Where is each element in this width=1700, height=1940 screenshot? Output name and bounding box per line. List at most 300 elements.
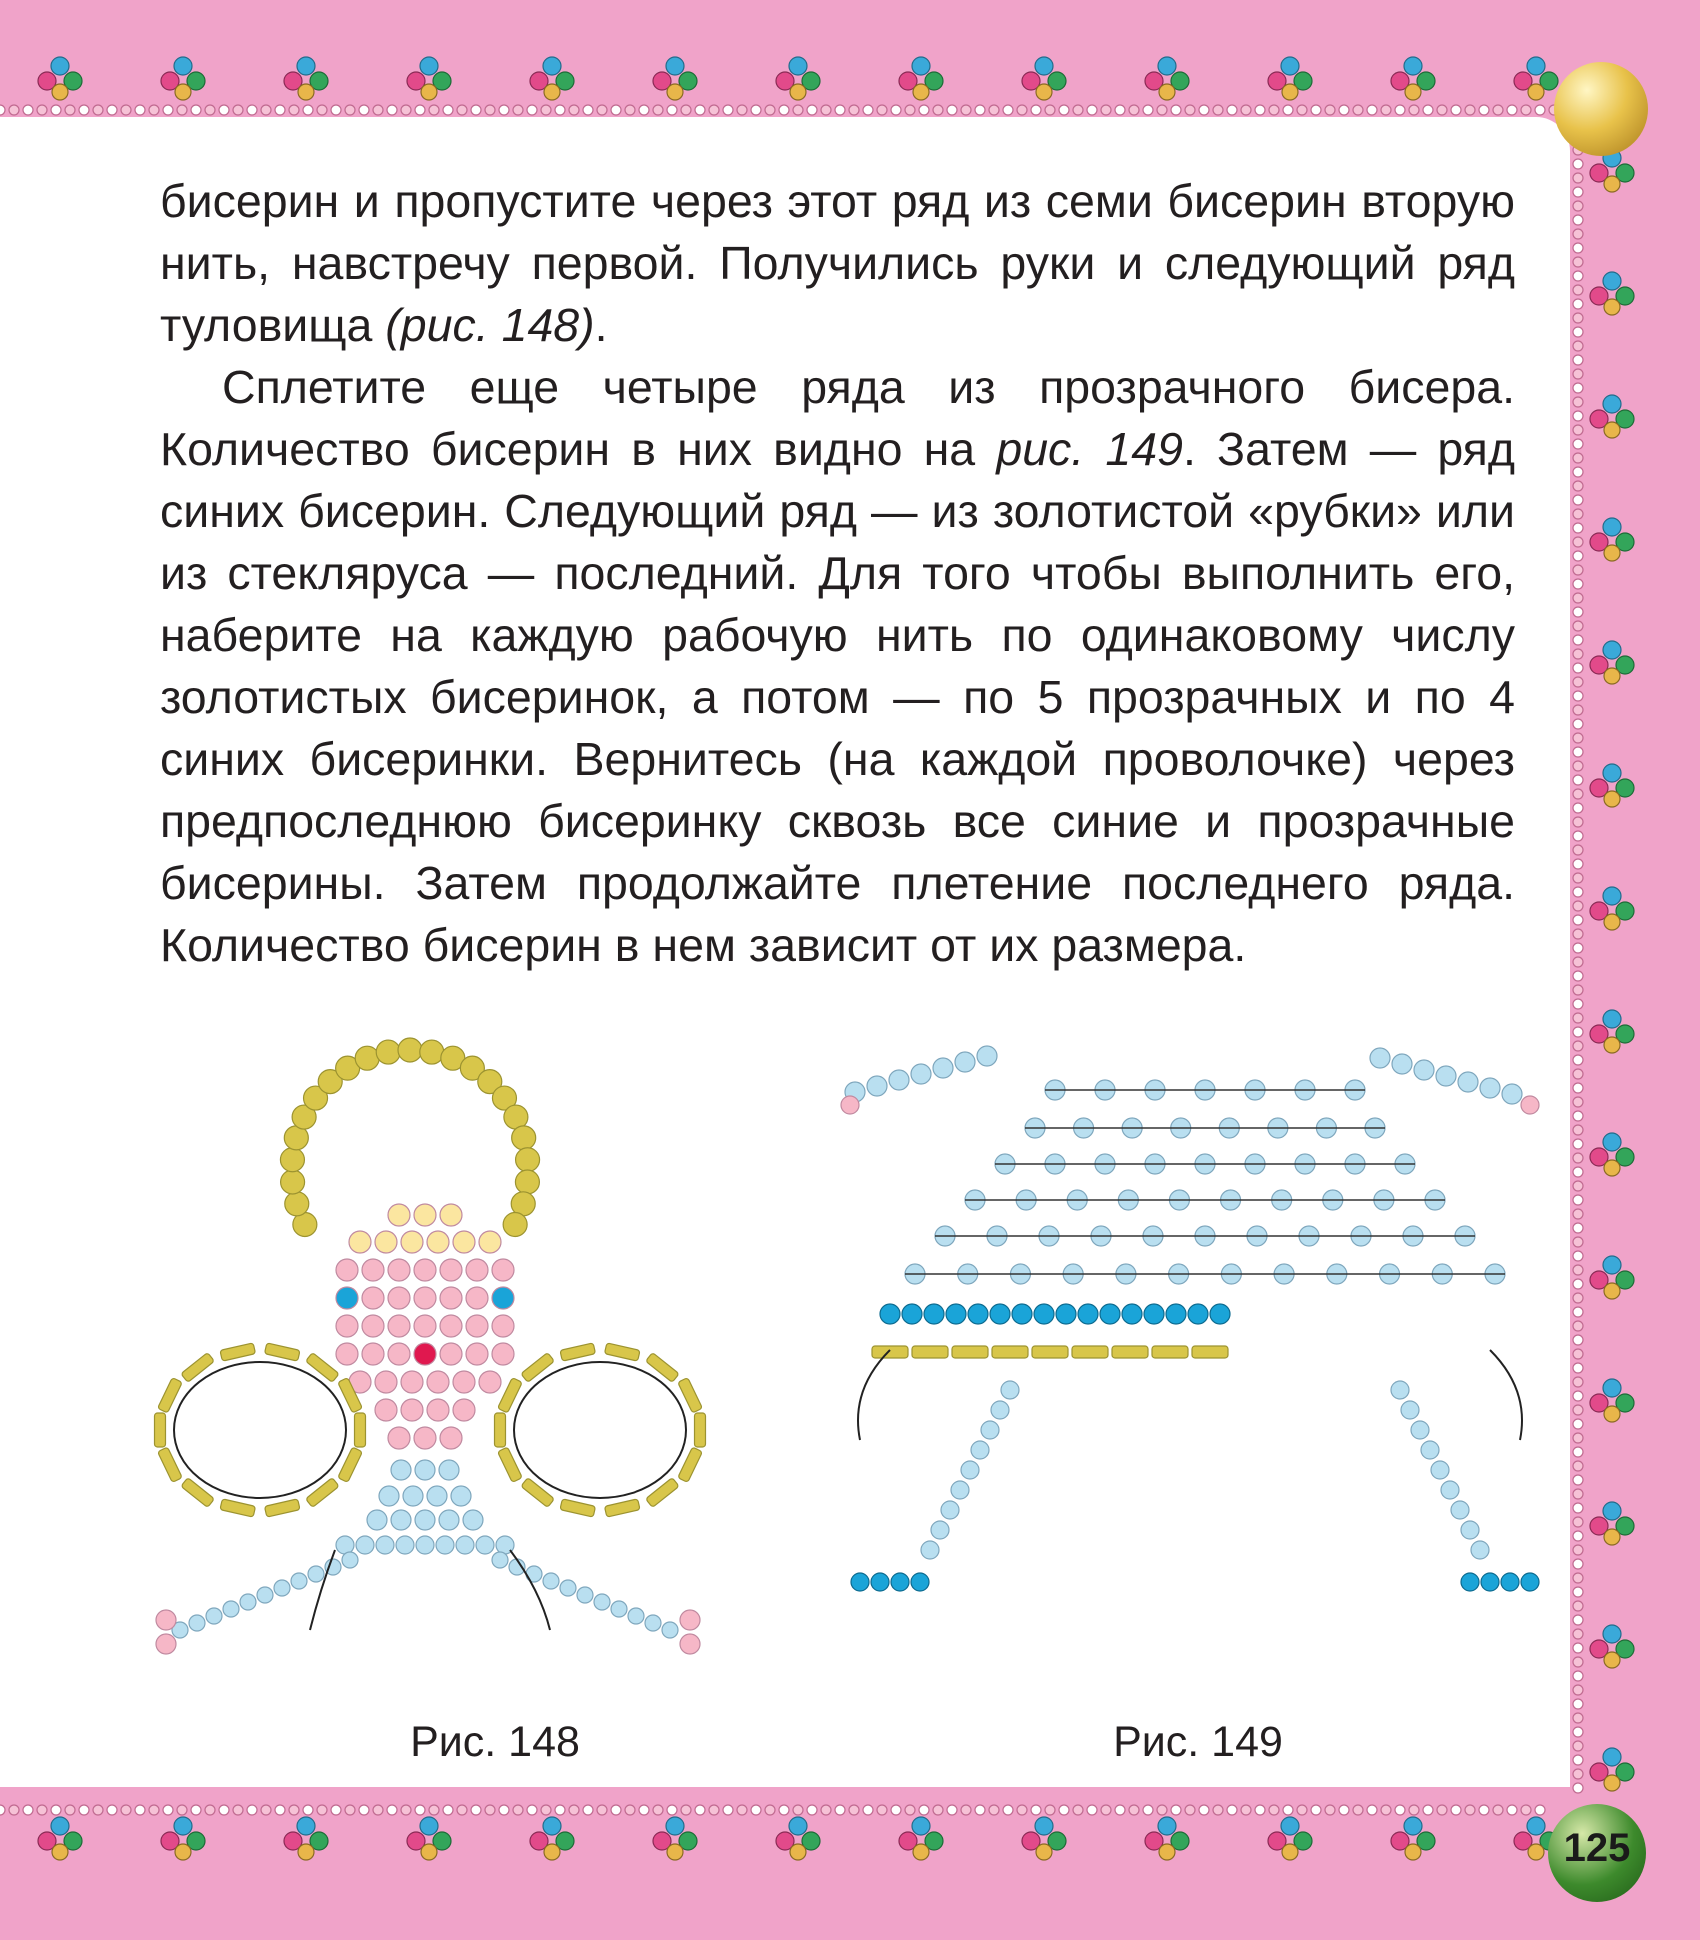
bead — [951, 1481, 969, 1499]
bead — [37, 105, 47, 115]
bead — [889, 1070, 909, 1090]
bead — [23, 105, 33, 115]
bead — [223, 1601, 239, 1617]
bead — [1604, 1775, 1620, 1791]
bead — [1481, 1573, 1499, 1591]
bead — [388, 1427, 410, 1449]
bead — [240, 1594, 256, 1610]
bead — [420, 57, 438, 75]
bead — [1573, 383, 1583, 393]
bead — [1573, 999, 1583, 1009]
bead — [583, 1805, 593, 1815]
bead — [1573, 621, 1583, 631]
bead — [429, 1805, 439, 1815]
bead — [1441, 1481, 1459, 1499]
bead — [1573, 285, 1583, 295]
bead — [471, 105, 481, 115]
bead — [779, 105, 789, 115]
bead — [924, 1304, 944, 1324]
bead — [1144, 1304, 1164, 1324]
bead — [387, 105, 397, 115]
paragraph-2 — [160, 356, 1515, 976]
bead — [723, 1805, 733, 1815]
bead — [93, 105, 103, 115]
bead — [1129, 105, 1139, 115]
bead — [457, 105, 467, 115]
bead — [1573, 1125, 1583, 1135]
bead — [1012, 1304, 1032, 1324]
bead — [415, 105, 425, 115]
bead — [947, 1805, 957, 1815]
bead — [989, 105, 999, 115]
bead — [1101, 1805, 1111, 1815]
bead — [362, 1259, 384, 1281]
bead — [913, 84, 929, 100]
bead — [1573, 1615, 1583, 1625]
bead — [1573, 789, 1583, 799]
bead — [280, 1148, 304, 1172]
bead — [1573, 593, 1583, 603]
bead — [1502, 1084, 1522, 1104]
bead — [516, 1148, 540, 1172]
bead — [1573, 341, 1583, 351]
bead — [1573, 201, 1583, 211]
bead — [415, 1510, 435, 1530]
bead — [23, 1805, 33, 1815]
bead — [336, 1315, 358, 1337]
bead — [975, 105, 985, 115]
bugle-bead — [560, 1343, 596, 1361]
bead — [1311, 1805, 1321, 1815]
bead — [1604, 299, 1620, 315]
text-run: . — [594, 299, 608, 351]
bead — [597, 105, 607, 115]
bead — [499, 105, 509, 115]
bead — [695, 1805, 705, 1815]
bead — [1059, 105, 1069, 115]
bead — [1479, 105, 1489, 115]
bead — [379, 1486, 399, 1506]
bead — [1603, 1502, 1621, 1520]
bead — [1573, 1181, 1583, 1191]
bead — [398, 1038, 422, 1062]
thread-arrow — [1490, 1350, 1522, 1440]
bead — [342, 1552, 358, 1568]
bead — [373, 105, 383, 115]
bead — [1603, 1379, 1621, 1397]
bead — [667, 105, 677, 115]
bead — [362, 1343, 384, 1365]
bead — [1199, 1805, 1209, 1815]
bead — [1031, 105, 1041, 115]
bead — [297, 57, 315, 75]
bead — [1573, 1405, 1583, 1415]
bead — [975, 1805, 985, 1815]
bead — [485, 1805, 495, 1815]
bead — [1573, 229, 1583, 239]
bead — [440, 1259, 462, 1281]
bead — [555, 105, 565, 115]
bead — [1036, 84, 1052, 100]
bead — [1573, 1503, 1583, 1513]
bead — [440, 1427, 462, 1449]
bead — [466, 1315, 488, 1337]
bead — [541, 105, 551, 115]
thread — [174, 1362, 346, 1498]
bead — [51, 1817, 69, 1835]
bead — [1395, 105, 1405, 115]
bead — [1573, 677, 1583, 687]
bead — [1573, 1531, 1583, 1541]
bead — [1471, 1541, 1489, 1559]
bead — [1573, 1545, 1583, 1555]
bugle-bead — [306, 1353, 339, 1383]
bead — [427, 1371, 449, 1393]
bead — [867, 1076, 887, 1096]
bead — [51, 57, 69, 75]
bead — [569, 105, 579, 115]
bead — [569, 1805, 579, 1815]
bead — [513, 1805, 523, 1815]
bead — [1480, 1078, 1500, 1098]
text-run: . Затем — ряд синих бисерин. Следующий ряд — из золотистой «рубки» или из стекляруса — последний. Для того чтобы выполнить его, наберите на каждую рабочую нить по одинаковому числу золотистых бисеринок, а потом — по 5 прозрачных и по 4 синих бисеринки. Вернитесь (на каждой проволочке) через предпоследнюю бисеринку сквозь все синие и прозрачные бисерины. Затем продолжайте плетение последнего ряда. Количество бисерин в нем зависит от их размера. — [160, 423, 1515, 971]
bead — [1573, 1699, 1583, 1709]
bead — [375, 1371, 397, 1393]
bead — [156, 1610, 176, 1630]
bead — [135, 105, 145, 115]
bead — [388, 1204, 410, 1226]
bead — [789, 57, 807, 75]
bead — [440, 1343, 462, 1365]
bead — [1604, 914, 1620, 930]
bead — [317, 105, 327, 115]
bead — [1573, 971, 1583, 981]
bead — [1409, 105, 1419, 115]
bead — [359, 105, 369, 115]
bead — [543, 1817, 561, 1835]
bead — [1036, 1844, 1052, 1860]
bugle-bead — [181, 1478, 214, 1508]
bead — [1573, 817, 1583, 827]
bead — [905, 1805, 915, 1815]
bead — [933, 1058, 953, 1078]
bead — [453, 1231, 475, 1253]
bead — [376, 1040, 400, 1064]
bead — [1573, 1013, 1583, 1023]
bead — [0, 105, 5, 115]
bead — [391, 1460, 411, 1480]
bead — [275, 1805, 285, 1815]
bugle-bead — [155, 1413, 166, 1447]
bead — [1521, 1573, 1539, 1591]
bead — [233, 1805, 243, 1815]
bead — [1573, 957, 1583, 967]
bead — [1573, 1643, 1583, 1653]
bead — [1573, 1083, 1583, 1093]
bead — [453, 1371, 475, 1393]
bead — [877, 105, 887, 115]
bead — [1034, 1304, 1054, 1324]
bead — [336, 1287, 358, 1309]
bead — [1573, 1433, 1583, 1443]
bead — [680, 1634, 700, 1654]
bead — [1573, 1755, 1583, 1765]
bead — [375, 1231, 397, 1253]
bead — [1604, 1160, 1620, 1176]
bead — [1157, 1805, 1167, 1815]
bead — [345, 1805, 355, 1815]
bead — [1101, 105, 1111, 115]
bead — [611, 105, 621, 115]
bead — [709, 105, 719, 115]
bead — [1370, 1048, 1390, 1068]
bead — [275, 105, 285, 115]
bead — [1573, 859, 1583, 869]
bugle-bead — [521, 1478, 554, 1508]
bead — [1405, 1844, 1421, 1860]
bead — [1199, 105, 1209, 115]
bead — [1017, 1805, 1027, 1815]
bead — [1395, 1805, 1405, 1815]
bead — [1185, 105, 1195, 115]
bead — [737, 105, 747, 115]
bead — [1573, 915, 1583, 925]
bead — [175, 84, 191, 100]
bead — [1339, 105, 1349, 115]
bead — [1573, 187, 1583, 197]
bead — [1573, 1475, 1583, 1485]
thread-arrow — [310, 1550, 335, 1630]
bead — [1282, 1844, 1298, 1860]
bead — [1603, 1133, 1621, 1151]
bead — [177, 105, 187, 115]
bead — [1143, 1805, 1153, 1815]
bead — [1157, 105, 1167, 115]
thread — [514, 1362, 686, 1498]
bugle-bead — [952, 1346, 988, 1358]
bead — [628, 1608, 644, 1624]
bead — [560, 1580, 576, 1596]
bead — [1451, 1501, 1469, 1519]
bead — [1573, 173, 1583, 183]
bead — [1604, 1406, 1620, 1422]
gold-bead-ornament — [1554, 62, 1648, 156]
bead — [414, 1204, 436, 1226]
bead — [1255, 1805, 1265, 1815]
bead — [653, 105, 663, 115]
bead — [149, 1805, 159, 1815]
bead — [1122, 1304, 1142, 1324]
bugle-bead — [1032, 1346, 1068, 1358]
bead — [1573, 327, 1583, 337]
bead — [1451, 1805, 1461, 1815]
bead — [1353, 105, 1363, 115]
bead — [427, 1231, 449, 1253]
bead — [1431, 1461, 1449, 1479]
bead — [680, 1610, 700, 1630]
bead — [1409, 1805, 1419, 1815]
bead — [1573, 425, 1583, 435]
bead — [1573, 901, 1583, 911]
bead — [289, 1805, 299, 1815]
text-run: Сплетите еще четыре ряда из прозрачного бисера. Количество бисерин в них видно на — [160, 361, 1515, 475]
body-text — [160, 170, 1515, 976]
bead — [1059, 1805, 1069, 1815]
bead — [51, 105, 61, 115]
bead — [205, 1805, 215, 1815]
bead — [1573, 985, 1583, 995]
bead — [414, 1315, 436, 1337]
bead — [849, 1805, 859, 1815]
bead — [373, 1805, 383, 1815]
bead — [891, 1573, 909, 1591]
bead — [1159, 84, 1175, 100]
bead — [376, 1536, 394, 1554]
bead — [1573, 1657, 1583, 1667]
bugle-bead — [264, 1343, 300, 1361]
bead — [457, 1805, 467, 1815]
bead — [233, 105, 243, 115]
bead — [65, 1805, 75, 1815]
bead — [1281, 1817, 1299, 1835]
bead — [1573, 649, 1583, 659]
bead — [912, 1817, 930, 1835]
bead — [436, 1536, 454, 1554]
bead — [79, 1805, 89, 1815]
bead — [1603, 641, 1621, 659]
bead — [391, 1510, 411, 1530]
bead — [919, 105, 929, 115]
bead — [625, 105, 635, 115]
bead — [1573, 495, 1583, 505]
bead — [415, 1805, 425, 1815]
bead — [1573, 509, 1583, 519]
bead — [933, 105, 943, 115]
bead — [1573, 467, 1583, 477]
bead — [476, 1536, 494, 1554]
bead — [695, 105, 705, 115]
bead — [479, 1231, 501, 1253]
bead — [971, 1441, 989, 1459]
bead — [1171, 1805, 1181, 1815]
bead — [1573, 607, 1583, 617]
bead — [205, 105, 215, 115]
bead — [387, 1805, 397, 1815]
bead — [793, 105, 803, 115]
bead — [751, 105, 761, 115]
bead — [1297, 1805, 1307, 1815]
bugle-bead — [355, 1413, 366, 1447]
bead — [466, 1287, 488, 1309]
bead — [1493, 1805, 1503, 1815]
bead — [191, 105, 201, 115]
bead — [1573, 439, 1583, 449]
bead — [1353, 1805, 1363, 1815]
bead — [121, 105, 131, 115]
bead — [765, 1805, 775, 1815]
bead — [1573, 1321, 1583, 1331]
bead — [440, 1287, 462, 1309]
bead — [1115, 105, 1125, 115]
bead — [1367, 105, 1377, 115]
bead — [1573, 845, 1583, 855]
bead — [941, 1501, 959, 1519]
bead — [1392, 1054, 1412, 1074]
bead — [1573, 719, 1583, 729]
bead — [543, 1573, 559, 1589]
bead — [1465, 1805, 1475, 1815]
bead — [401, 1371, 423, 1393]
bead — [597, 1805, 607, 1815]
bead — [947, 105, 957, 115]
bead — [723, 105, 733, 115]
bead — [1521, 1805, 1531, 1815]
bead — [1166, 1304, 1186, 1324]
bead — [1603, 518, 1621, 536]
bead — [1003, 105, 1013, 115]
bead — [375, 1399, 397, 1421]
bead — [1507, 1805, 1517, 1815]
bugle-bead — [560, 1499, 596, 1517]
bead — [681, 105, 691, 115]
bead — [512, 1126, 536, 1150]
caption-fig-148: Рис. 148 — [410, 1718, 580, 1766]
bead — [933, 1805, 943, 1815]
bead — [1451, 105, 1461, 115]
bead — [1603, 1256, 1621, 1274]
bead — [1436, 1066, 1456, 1086]
bead — [1573, 1447, 1583, 1457]
bead — [1573, 369, 1583, 379]
bead — [1604, 176, 1620, 192]
bead — [1573, 1349, 1583, 1359]
bead — [527, 1805, 537, 1815]
bead — [401, 1231, 423, 1253]
bead — [1573, 1363, 1583, 1373]
bead — [1573, 299, 1583, 309]
bead — [1281, 57, 1299, 75]
bead — [1573, 663, 1583, 673]
bead — [52, 84, 68, 100]
bead — [666, 57, 684, 75]
bead — [443, 1805, 453, 1815]
bead — [1073, 105, 1083, 115]
bead — [107, 1805, 117, 1815]
bead — [261, 105, 271, 115]
bead — [1573, 1223, 1583, 1233]
bead — [298, 1844, 314, 1860]
bead — [1535, 1805, 1545, 1815]
bead — [403, 1486, 423, 1506]
bead — [285, 1192, 309, 1216]
bead — [261, 1805, 271, 1815]
bead — [1129, 1805, 1139, 1815]
bead — [1604, 791, 1620, 807]
bead — [401, 1805, 411, 1815]
bead — [1573, 481, 1583, 491]
bead — [807, 105, 817, 115]
bead — [0, 1805, 5, 1815]
bugle-bead — [306, 1478, 339, 1508]
bead — [863, 1805, 873, 1815]
bead — [851, 1573, 869, 1591]
bead — [297, 1817, 315, 1835]
bead — [471, 1805, 481, 1815]
bead — [1421, 1441, 1439, 1459]
bead — [1573, 1629, 1583, 1639]
bead — [821, 1805, 831, 1815]
bead — [1078, 1304, 1098, 1324]
